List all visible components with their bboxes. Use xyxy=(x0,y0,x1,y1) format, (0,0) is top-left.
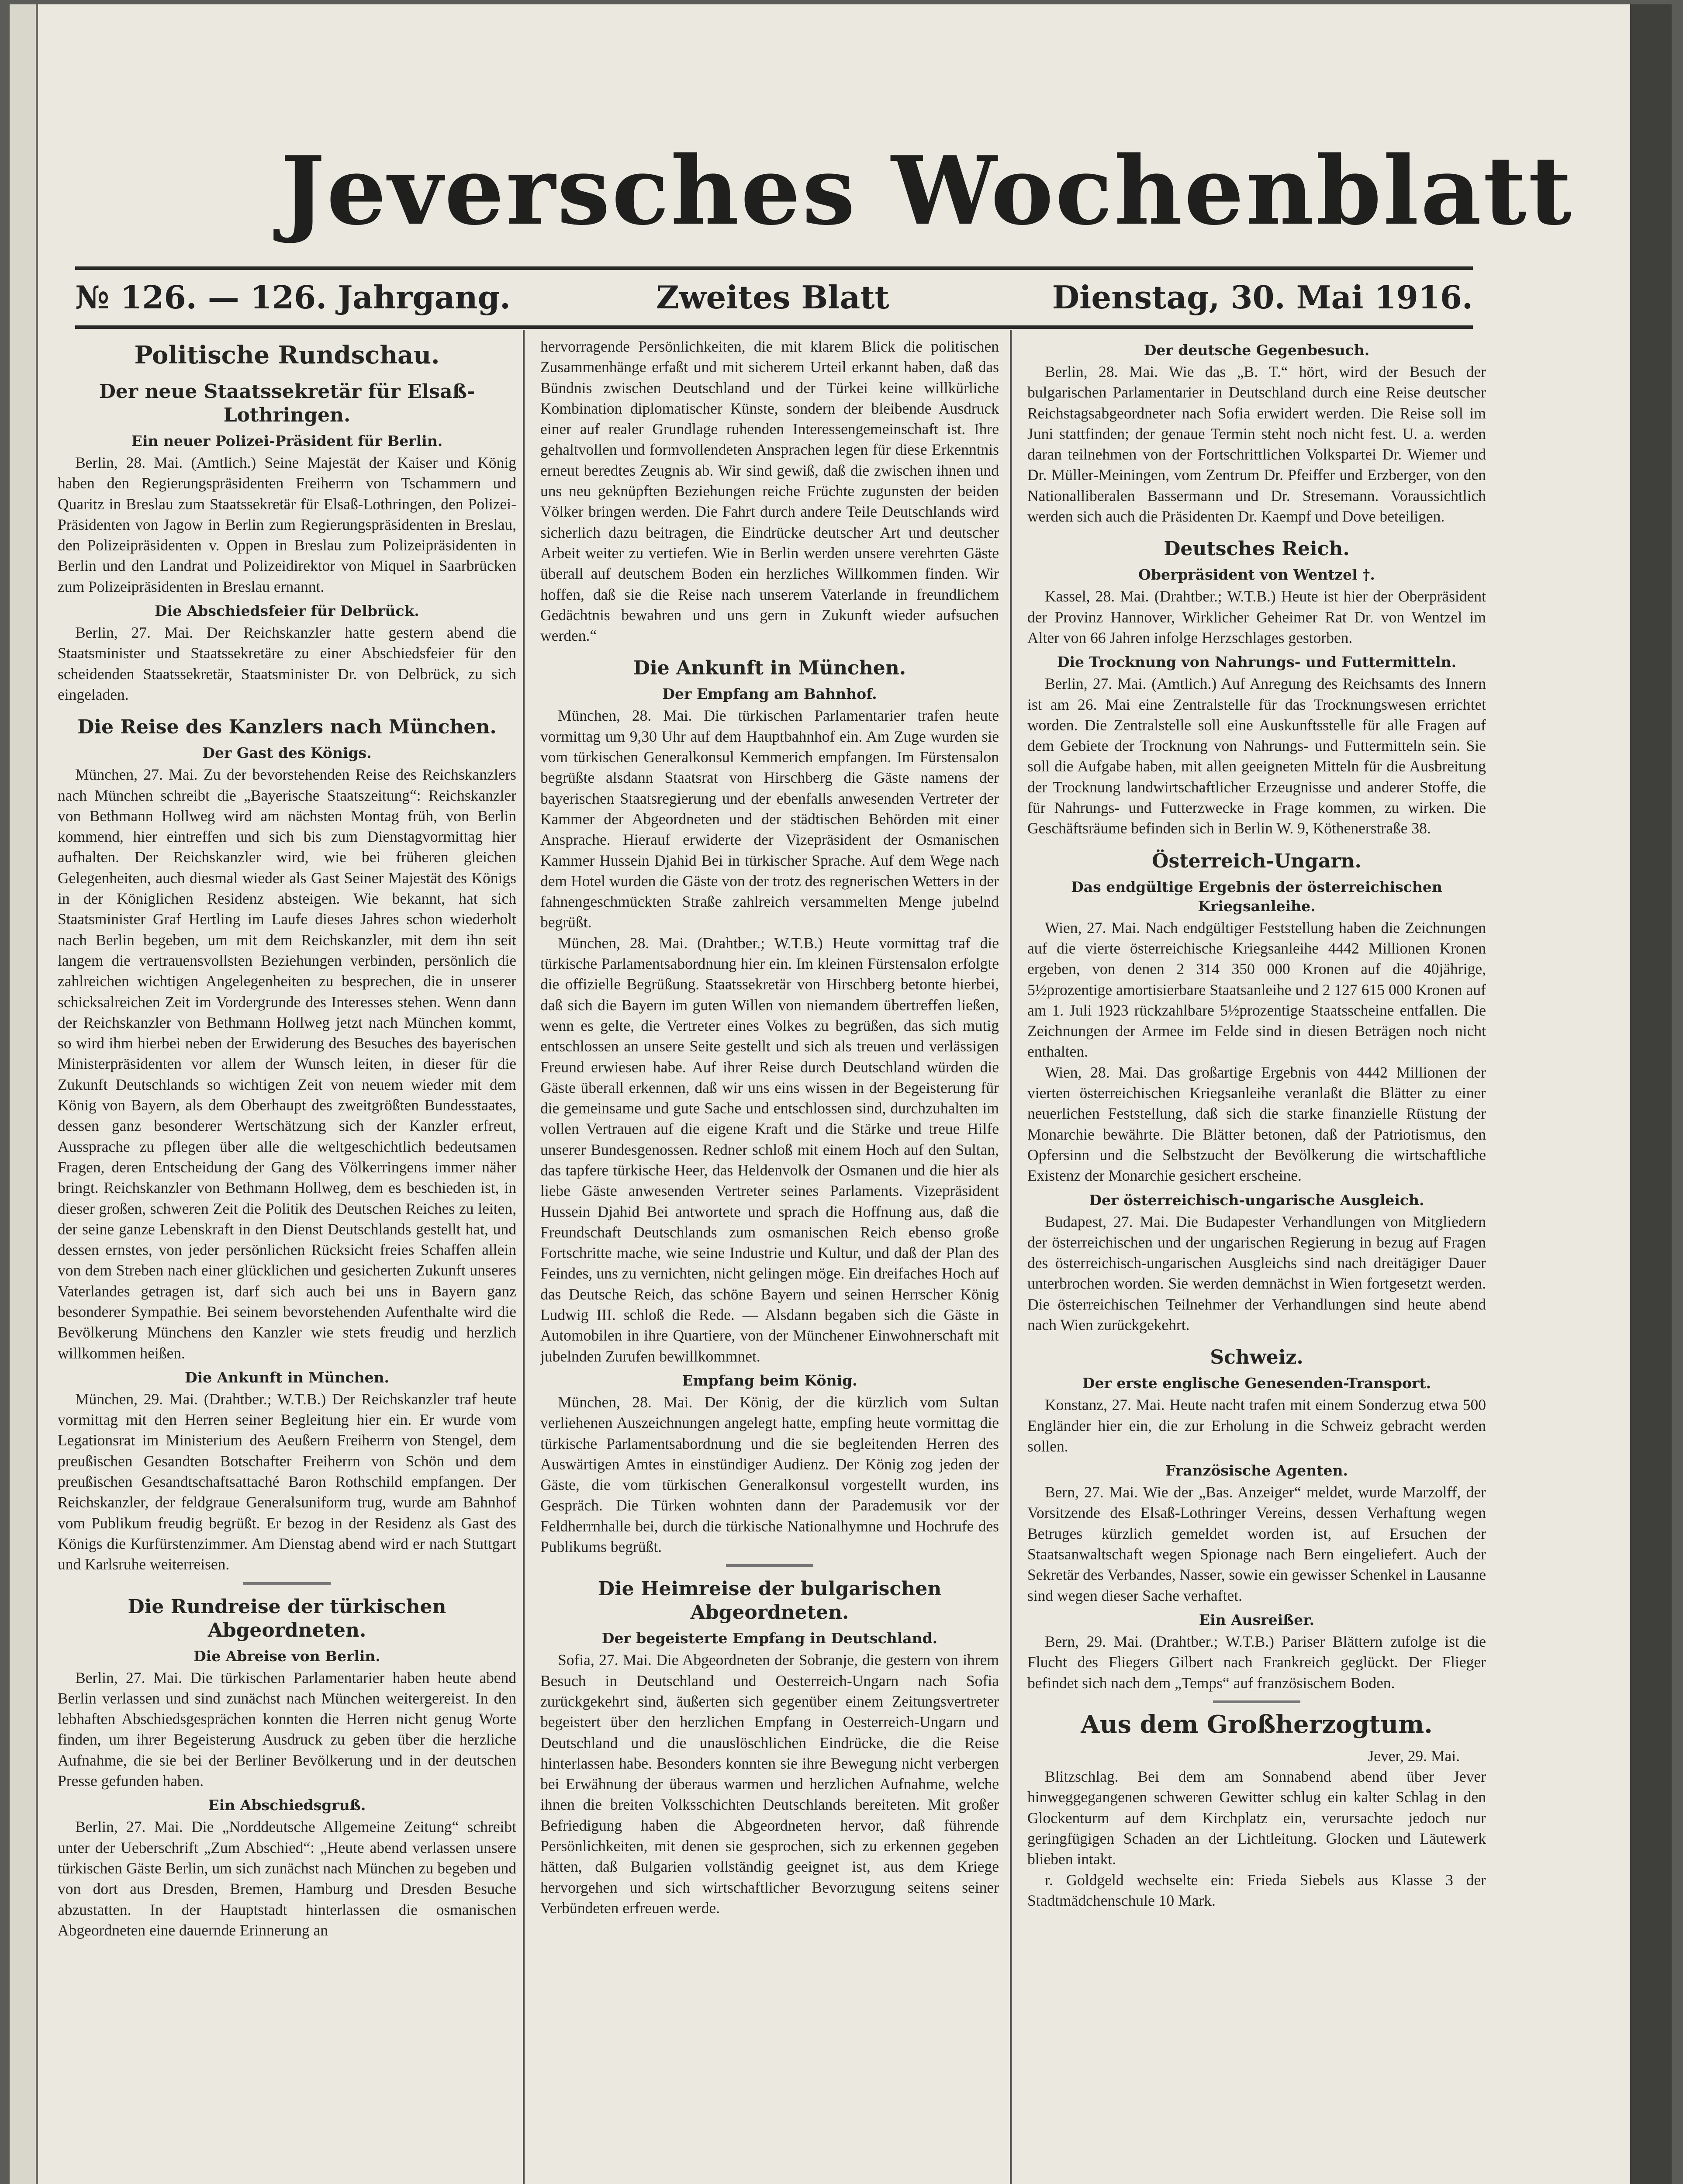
article-paragraph: München, 28. Mai. Der König, der die kürzlich vom Sultan verliehenen Auszeichnungen angelegt hatte, empfing heute vormittag die türkische Parlamentsabordnung und die sie begleitenden Herren des Auswärtigen Amtes in einstündiger Audienz. Der König zog jeden der Gäste, die vom türkischen Generalkonsul vorgestellt wurden, ins Gespräch. Die Türken wohnten dann der Parademusik vor der Feldherrnhalle bei, durch die türkische Nationalhymne und Hochrufe des Publikums begrüßt. xyxy=(540,1393,999,1556)
article-paragraph: Berlin, 27. Mai. Die türkischen Parlamentarier haben heute abend Berlin verlassen und sind zunächst nach München weitergereist. In den lebhaften Abschiedsgesprächen konnten die Herren nicht genug Worte finden, um ihrer Begeisterung Ausdruck zu geben über die herzliche Aufnahme, die sie bei der Berliner Bevölkerung und in der deutschen Presse gefunden haben. xyxy=(58,1669,516,1790)
article-subheading: Empfang beim König. xyxy=(682,1372,857,1389)
section-divider xyxy=(243,1582,331,1585)
article-heading: Die Heimreise der bulgarischen Abgeordneten. xyxy=(598,1578,942,1624)
article-subheading: Ein Abschiedsgruß. xyxy=(208,1797,366,1814)
article-paragraph: hervorragende Persönlichkeiten, die mit klarem Blick die politischen Zusammenhänge erfaßt und mit sicherem Urteil erkannt haben, daß das Bündnis zwischen Deutschland und der Türkei keine willkürliche Kombination diplomatischer Künste, sondern der bleibende Ausdruck einer auf realer Grundlage ruhenden Interessengemeinschaft ist. Ihre gehaltvollen und formvollendeten Ansprachen legen für diese Erkenntnis erneut beredtes Zeugnis ab. Wir sind gewiß, daß die zwischen ihnen und uns neu geknüpften Beziehungen reiche Früchte zugunsten der beiden Völker bringen werden. Die Fahrt durch andere Teile Deutschlands wird sicherlich dazu beitragen, die Eindrücke deutscher Art und deutscher Arbeit weiter zu vertiefen. Wie in Berlin werden unsere verehrten Gäste überall auf deutschem Boden ein herzliches Willkommen finden. Wir hoffen, daß sie die Reise nach unserem Vaterlande in freundlichem Gedächtnis bewahren und uns gern in Zukunft wieder aufsuchen werden.“ xyxy=(540,338,999,645)
article-heading: Österreich-Ungarn. xyxy=(1152,850,1362,872)
local-dateline: Jever, 29. Mai. xyxy=(1368,1747,1460,1765)
article-subheading: Oberpräsident von Wentzel †. xyxy=(1138,566,1375,584)
column-1 xyxy=(58,336,516,1941)
section-divider xyxy=(726,1564,813,1567)
article-heading: Die Ankunft in München. xyxy=(633,657,906,680)
article-heading: Die Rundreise der türkischen Abgeordneten. xyxy=(128,1595,446,1641)
article-subheading: Der begeisterte Empfang in Deutschland. xyxy=(601,1630,938,1647)
article-paragraph: Berlin, 28. Mai. Wie das „B. T.“ hört, wird der Besuch der bulgarischen Parlamentarier in Deutschland durch eine Reise deutscher Reichstagsabgeordneter nach Sofia erwidert werden. Die Reise soll im Juni stattfinden; der genaue Termin steht noch nicht fest. U. a. werden daran teilnehmen von der Fortschrittlichen Volkspartei Dr. Wiemer und Dr. Müller-Meiningen, vom Zentrum Dr. Pfeiffer und Erzberger, von den Nationalliberalen Bassermann und Dr. Stresemann. Voraussichtlich werden sich auch die Präsidenten Dr. Kaempf und Dove beteiligen. xyxy=(1027,363,1486,525)
article-paragraph: Budapest, 27. Mai. Die Budapester Verhandlungen von Mitgliedern der österreichischen und der ungarischen Regierung in bezug auf Fragen des österreichisch-ungarischen Ausgleichs sind nach dreitägiger Dauer unterbrochen worden. Sie werden demnächst in Wien fortgesetzt werden. Die österreichischen Teilnehmer der Verhandlungen sind heute abend nach Wien zurückgekehrt. xyxy=(1027,1213,1486,1334)
dateline-rule xyxy=(75,325,1473,329)
article-paragraph: München, 28. Mai. Die türkischen Parlamentarier trafen heute vormittag um 9,30 Uhr auf dem Hauptbahnhof ein. Am Zuge wurden sie vom türkischen Generalkonsul Kemmerich empfangen. Im Fürstensalon begrüßte alsdann Staatsrat von Hirschberg die Gäste namens der bayerischen Staatsregierung und der ebenfalls anwesenden Vertreter der Kammer der Abgeordneten und der städtischen Behörden mit einer Ansprache. Hierauf erwiderte der Vizepräsident der Osmanischen Kammer Hussein Djahid Bei in türkischer Sprache. Auf dem Wege nach dem Hotel wurden die Gäste von der trotz des regnerischen Wetters in der fahnengeschmückten Straße zahlreich versammelten Menge jubelnd begrüßt. xyxy=(540,707,999,931)
article-paragraph: München, 29. Mai. (Drahtber.; W.T.B.) Der Reichskanzler traf heute vormittag mit den Herren seiner Begleitung hier ein. Er wurde vom Legationsrat im Ministerium des Aeußern Freiherrn von Stengel, dem preußischen Gesandten Botschafter Freiherrn von Schön und dem preußischen Gesandtschaftsattaché Baron Rothschild empfangen. Der Reichskanzler, der feldgraue Generalsuniform trug, wurde am Bahnhof vom Publikum freudig begrüßt. Er bezog in der Residenz als Gast des Königs die Kurfürstenzimmer. Am Dienstag abend wird er nach Stuttgart und Karlsruhe weiterreisen. xyxy=(58,1390,516,1573)
article-paragraph: Berlin, 27. Mai. (Amtlich.) Auf Anregung des Reichsamts des Innern ist am 26. Mai eine Zentralstelle für das Trocknungswesen errichtet worden. Die Zentralstelle soll eine Auskunftsstelle für alle Fragen auf dem Gebiete der Trocknung von Nahrungs- und Futtermitteln sein. Sie soll die Aufgabe haben, mit allen geeigneten Mitteln für die Ausbreitung der Trocknung landwirtschaftlicher Erzeugnisse und anderer Stoffe, die für Nahrungs- und Futterzwecke in Frage kommen, zu wirken. Die Geschäftsräume befinden sich in Berlin W. 9, Köthenerstraße 38. xyxy=(1027,675,1486,837)
rubric-heading: Politische Rundschau. xyxy=(134,341,440,370)
article-paragraph: Wien, 27. Mai. Nach endgültiger Feststellung haben die Zeichnungen auf die vierte österreichische Kriegsanleihe 4442 Millionen Kronen ergeben, von denen 2 314 350 000 Kronen auf die 40jährige, 5½prozentige amortisierbare Staatsanleihe und 2 127 615 000 Kronen auf am 1. Juli 1923 rückzahlbare 5½prozentige Staatsscheine entfallen. Die Zeichnungen der Armee im Felde sind in diesen Beträgen noch nicht enthalten. xyxy=(1027,919,1486,1061)
masthead-title: Jeversches Wochenblatt xyxy=(280,135,1574,246)
column-rule-1 xyxy=(523,330,525,2184)
article-paragraph: Berlin, 28. Mai. (Amtlich.) Seine Majestät der Kaiser und König haben den Regierungspräsidenten Freiherrn von Tschammern und Quaritz in Breslau zum Staatssekretär für Elsaß-Lothringen, den Polizei-Präsidenten von Jagow in Berlin zum Regierungspräsidenten in Breslau, den Polizeipräsidenten v. Oppen in Breslau zum Polizeipräsidenten in Berlin und den Landrat und Polizeidirektor von Miquel in Saarbrücken zum Polizeipräsidenten in Breslau ernannt. xyxy=(58,454,516,595)
column-3 xyxy=(1027,336,1486,1911)
article-subheading: Der erste englische Genesenden-Transport. xyxy=(1082,1375,1431,1392)
article-subheading: Das endgültige Ergebnis der österreichischen Kriegsanleihe. xyxy=(1071,878,1442,915)
column-2 xyxy=(540,336,999,1918)
article-paragraph: Berlin, 27. Mai. Der Reichskanzler hatte gestern abend die Staatsminister und Staatssekretäre zu einer Abschiedsfeier für den scheidenden Staatssekretär, Staatsminister Dr. von Delbrück, zu sich eingeladen. xyxy=(58,624,516,703)
article-paragraph: Berlin, 27. Mai. Die „Norddeutsche Allgemeine Zeitung“ schreibt unter der Ueberschrift „Zum Abschied“: „Heute abend verlassen unsere türkischen Gäste Berlin, um sich zunächst nach München zu begeben und von dort aus Dresden, Bremen, Hamburg und Dresden Besuche abzustatten. In der Hauptstadt hinterlassen die osmanischen Abgeordneten eine dauernde Erinnerung an xyxy=(58,1818,516,1939)
article-paragraph: r. Goldgeld wechselte ein: Frieda Siebels aus Klasse 3 der Stadtmädchenschule 10 Mark. xyxy=(1027,1871,1486,1909)
article-paragraph: Sofia, 27. Mai. Die Abgeordneten der Sobranje, die gestern von ihrem Besuch in Deutschland und Oesterreich-Ungarn nach Sofia zurückgekehrt sind, äußerten sich gegenüber einem Zeitungsvertreter begeistert über den herzlichen Empfang in Oesterreich-Ungarn und Deutschland und die unauslöschlichen Eindrücke, die die Reise hinterlassen habe. Besonders konnten sie ihre Bewegung nicht verbergen bei Erwähnung der überaus warmen und herzlichen Aufnahme, welche ihnen die breiten Volksschichten Deutschlands bereiteten. Mit großer Befriedigung haben die Abgeordneten hervor, daß führende Persönlichkeiten, mit denen sie gesprochen, sich zu erkennen gegeben hätten, daß Bulgarien vollständig geeignet ist, aus dem Kriege hervorgehen und sich wirtschaftlicher Bevorzugung seitens seiner Verbündeten erfreuen werde. xyxy=(540,1651,999,1917)
masthead-rule xyxy=(75,266,1473,270)
article-paragraph: Blitzschlag. Bei dem am Sonnabend abend über Jever hinweggegangenen schweren Gewitter schlug ein kalter Schlag in den Glockenturm auf dem Kirchplatz ein, verursachte jedoch nur geringfügigen Schaden an der Lichtleitung. Glocken und Läutewerk blieben intakt. xyxy=(1027,1768,1486,1868)
issue-number: № 126. — 126. Jahrgang. xyxy=(75,279,511,316)
section-divider xyxy=(1213,1700,1300,1703)
article-subheading: Die Abschiedsfeier für Delbrück. xyxy=(155,602,419,620)
column-rule-2 xyxy=(1010,330,1012,2184)
article-subheading: Französische Agenten. xyxy=(1165,1462,1348,1479)
section-label: Zweites Blatt xyxy=(656,279,889,316)
rubric-heading: Aus dem Großherzogtum. xyxy=(1081,1710,1433,1739)
article-subheading: Ein Ausreißer. xyxy=(1199,1611,1315,1628)
newspaper-page xyxy=(10,4,1672,2184)
article-heading: Deutsches Reich. xyxy=(1164,538,1350,560)
article-subheading: Der deutsche Gegenbesuch. xyxy=(1144,342,1370,359)
left-page-stub xyxy=(10,4,38,2184)
article-paragraph: Kassel, 28. Mai. (Drahtber.; W.T.B.) Heute ist hier der Oberpräsident der Provinz Hannover, Wirklicher Geheimer Rat Dr. von Wentzel im Alter von 66 Jahren infolge Herzschlages gestorben. xyxy=(1027,587,1486,646)
issue-date: Dienstag, 30. Mai 1916. xyxy=(1052,279,1473,316)
dateline xyxy=(75,275,1473,323)
article-subheading: Ein neuer Polizei-Präsident für Berlin. xyxy=(131,432,443,449)
article-subheading: Die Trocknung von Nahrungs- und Futtermitteln. xyxy=(1057,653,1457,671)
article-paragraph: Bern, 27. Mai. Wie der „Bas. Anzeiger“ meldet, wurde Marzolff, der Vorsitzende des Elsaß-Lothringer Vereins, dessen Verhaftung wegen Betruges kürzlich gemeldet worden ist, auf Ersuchen der Staatsanwaltschaft wegen Spionage nach Bern eingeliefert. Auch der Sekretär des Verbandes, Nasser, sowie ein gewisser Schenkel in Lausanne sind wegen dieser Sache verhaftet. xyxy=(1027,1483,1486,1604)
article-subheading: Der Gast des Königs. xyxy=(202,744,372,762)
article-subheading: Der Empfang am Bahnhof. xyxy=(662,685,877,703)
article-paragraph: Wien, 28. Mai. Das großartige Ergebnis von 4442 Millionen der vierten österreichischen Kriegsanleihe veranlaßt die Blätter zu einer neuerlichen Feststellung, daß sich die starke finanzielle Rüstung der Monarchie bewährte. Die Blätter betonen, daß der Patriotismus, den Opfersinn und die Selbstzucht der Bevölkerung die wirtschaftliche Existenz der Monarchie gesichert erscheine. xyxy=(1027,1063,1486,1185)
article-paragraph: München, 27. Mai. Zu der bevorstehenden Reise des Reichskanzlers nach München schreibt die „Bayerische Staatszeitung“: Reichskanzler von Bethmann Hollweg wird am nächsten Montag früh, von Berlin kommend, hier eintreffen und sich bis zum Dienstagvormittag hier aufhalten. Der Reichskanzler wird, wie bei früheren gleichen Gelegenheiten, auch diesmal wieder als Gast Seiner Majestät des Königs in der Königlichen Residenz absteigen. Wie bekannt, hat sich Staatsminister Graf Hertling im Laufe dieses Jahres schon wiederholt nach Berlin begeben, um mit dem Reichskanzler, mit dem ihn seit langem die vertrauensvollsten Beziehungen verbinden, persönlich die zahlreichen wichtigen Angelegenheiten zu besprechen, die in unserer schicksalreichen Zeit im Vordergrunde des Interesses stehen. Wenn dann der Reichskanzler von Bethmann Hollweg jetzt nach München kommt, so wird ihm hierbei neben der Erwiderung des Besuches des bayerischen Ministerpräsidenten vor allem der Wunsch leiten, in dieser für die Zukunft Deutschlands so wichtigen Zeit von neuem wieder mit dem König von Bayern, als dem Oberhaupt des zweitgrößten Bundesstaates, dessen ganz besonderer Wertschätzung sich der Kanzler erfreut, Aussprache zu pflegen über alle die weltgeschichtlich bedeutsamen Fragen, deren Entscheidung der Gang des Völkerringens immer näher bringt. Reichskanzler von Bethmann Hollweg, dem es beschieden ist, in dieser großen, schweren Zeit die Politik des Deutschen Reiches zu leiten, der seine ganze Lebenskraft in den Dienst Deutschlands gestellt hat, und dessen ernstes, von jeder persönlichen Rücksicht freies Schaffen allein von dem Streben nach einer glücklichen und gesicherten Zukunft unseres Vaterlandes getragen ist, darf sich auch bei uns in Bayern ganz besonderer Sympathie. Bei seinem bevorstehenden Aufenthalte wird die Bevölkerung Münchens den Kanzler wie stets freudig und herzlich willkommen heißen. xyxy=(58,766,516,1362)
article-subheading: Der österreichisch-ungarische Ausgleich. xyxy=(1089,1191,1424,1209)
right-page-edge xyxy=(1630,4,1672,2184)
article-subheading: Die Abreise von Berlin. xyxy=(194,1647,380,1665)
article-paragraph: Konstanz, 27. Mai. Heute nacht trafen mit einem Sonderzug etwa 500 Engländer hier ein, die zur Erholung in die Schweiz gebracht werden sollen. xyxy=(1027,1396,1486,1455)
article-paragraph: Bern, 29. Mai. (Drahtber.; W.T.B.) Pariser Blättern zufolge ist die Flucht des Fliegers Gilbert nach Frankreich geglückt. Der Flieger befindet sich nach dem „Temps“ auf französischem Boden. xyxy=(1027,1632,1486,1692)
article-heading: Schweiz. xyxy=(1210,1346,1303,1369)
article-heading: Die Reise des Kanzlers nach München. xyxy=(77,716,497,739)
article-paragraph: München, 28. Mai. (Drahtber.; W.T.B.) Heute vormittag traf die türkische Parlamentsabordnung hier ein. Im kleinen Fürstensalon erfolgte die offizielle Begrüßung. Staatssekretär von Hirschberg betonte hierbei, daß sich die Bayern im guten Willen von niemandem übertreffen ließen, wenn es gelte, die Vertreter eines Volkes zu begrüßen, das sich mutig entschlossen an unsere Seite gestellt und sich als treuen und verlässigen Freund erwiesen habe. Auf ihrer Reise durch Deutschland würden die Gäste überall erkennen, daß wir uns eins wissen in der Begeisterung für die gemeinsame und gute Sache und entschlossen sind, durchzuhalten im vollen Vertrauen auf die eigene Kraft und die Stärke und treue Hilfe unserer Bundesgenossen. Redner schloß mit einem Hoch auf den Sultan, das tapfere türkische Heer, das Heldenvolk der Osmanen und die hier als liebe Gäste anwesenden Vertreter seines Parlaments. Vizepräsident Hussein Djahid Bei antwortete und sprach die Hoffnung aus, daß die Freundschaft Deutschlands zum osmanischen Reich ebenso große Fortschritte mache, wie seine Industrie und Kultur, und daß der Plan des Feindes, uns zu vernichten, nicht gelingen möge. Ein dreifaches Hoch auf das Deutsche Reich, das schöne Bayern und seinen Herrscher König Ludwig III. schloß die Rede. — Alsdann begaben sich die Gäste in Automobilen in ihre Quartiere, von der Münchener Einwohnerschaft mit jubelnden Zurufen bewillkommnet. xyxy=(540,934,999,1365)
article-subheading: Die Ankunft in München. xyxy=(184,1368,390,1386)
article-heading: Der neue Staatssekretär für Elsaß-Lothringen. xyxy=(99,380,475,426)
